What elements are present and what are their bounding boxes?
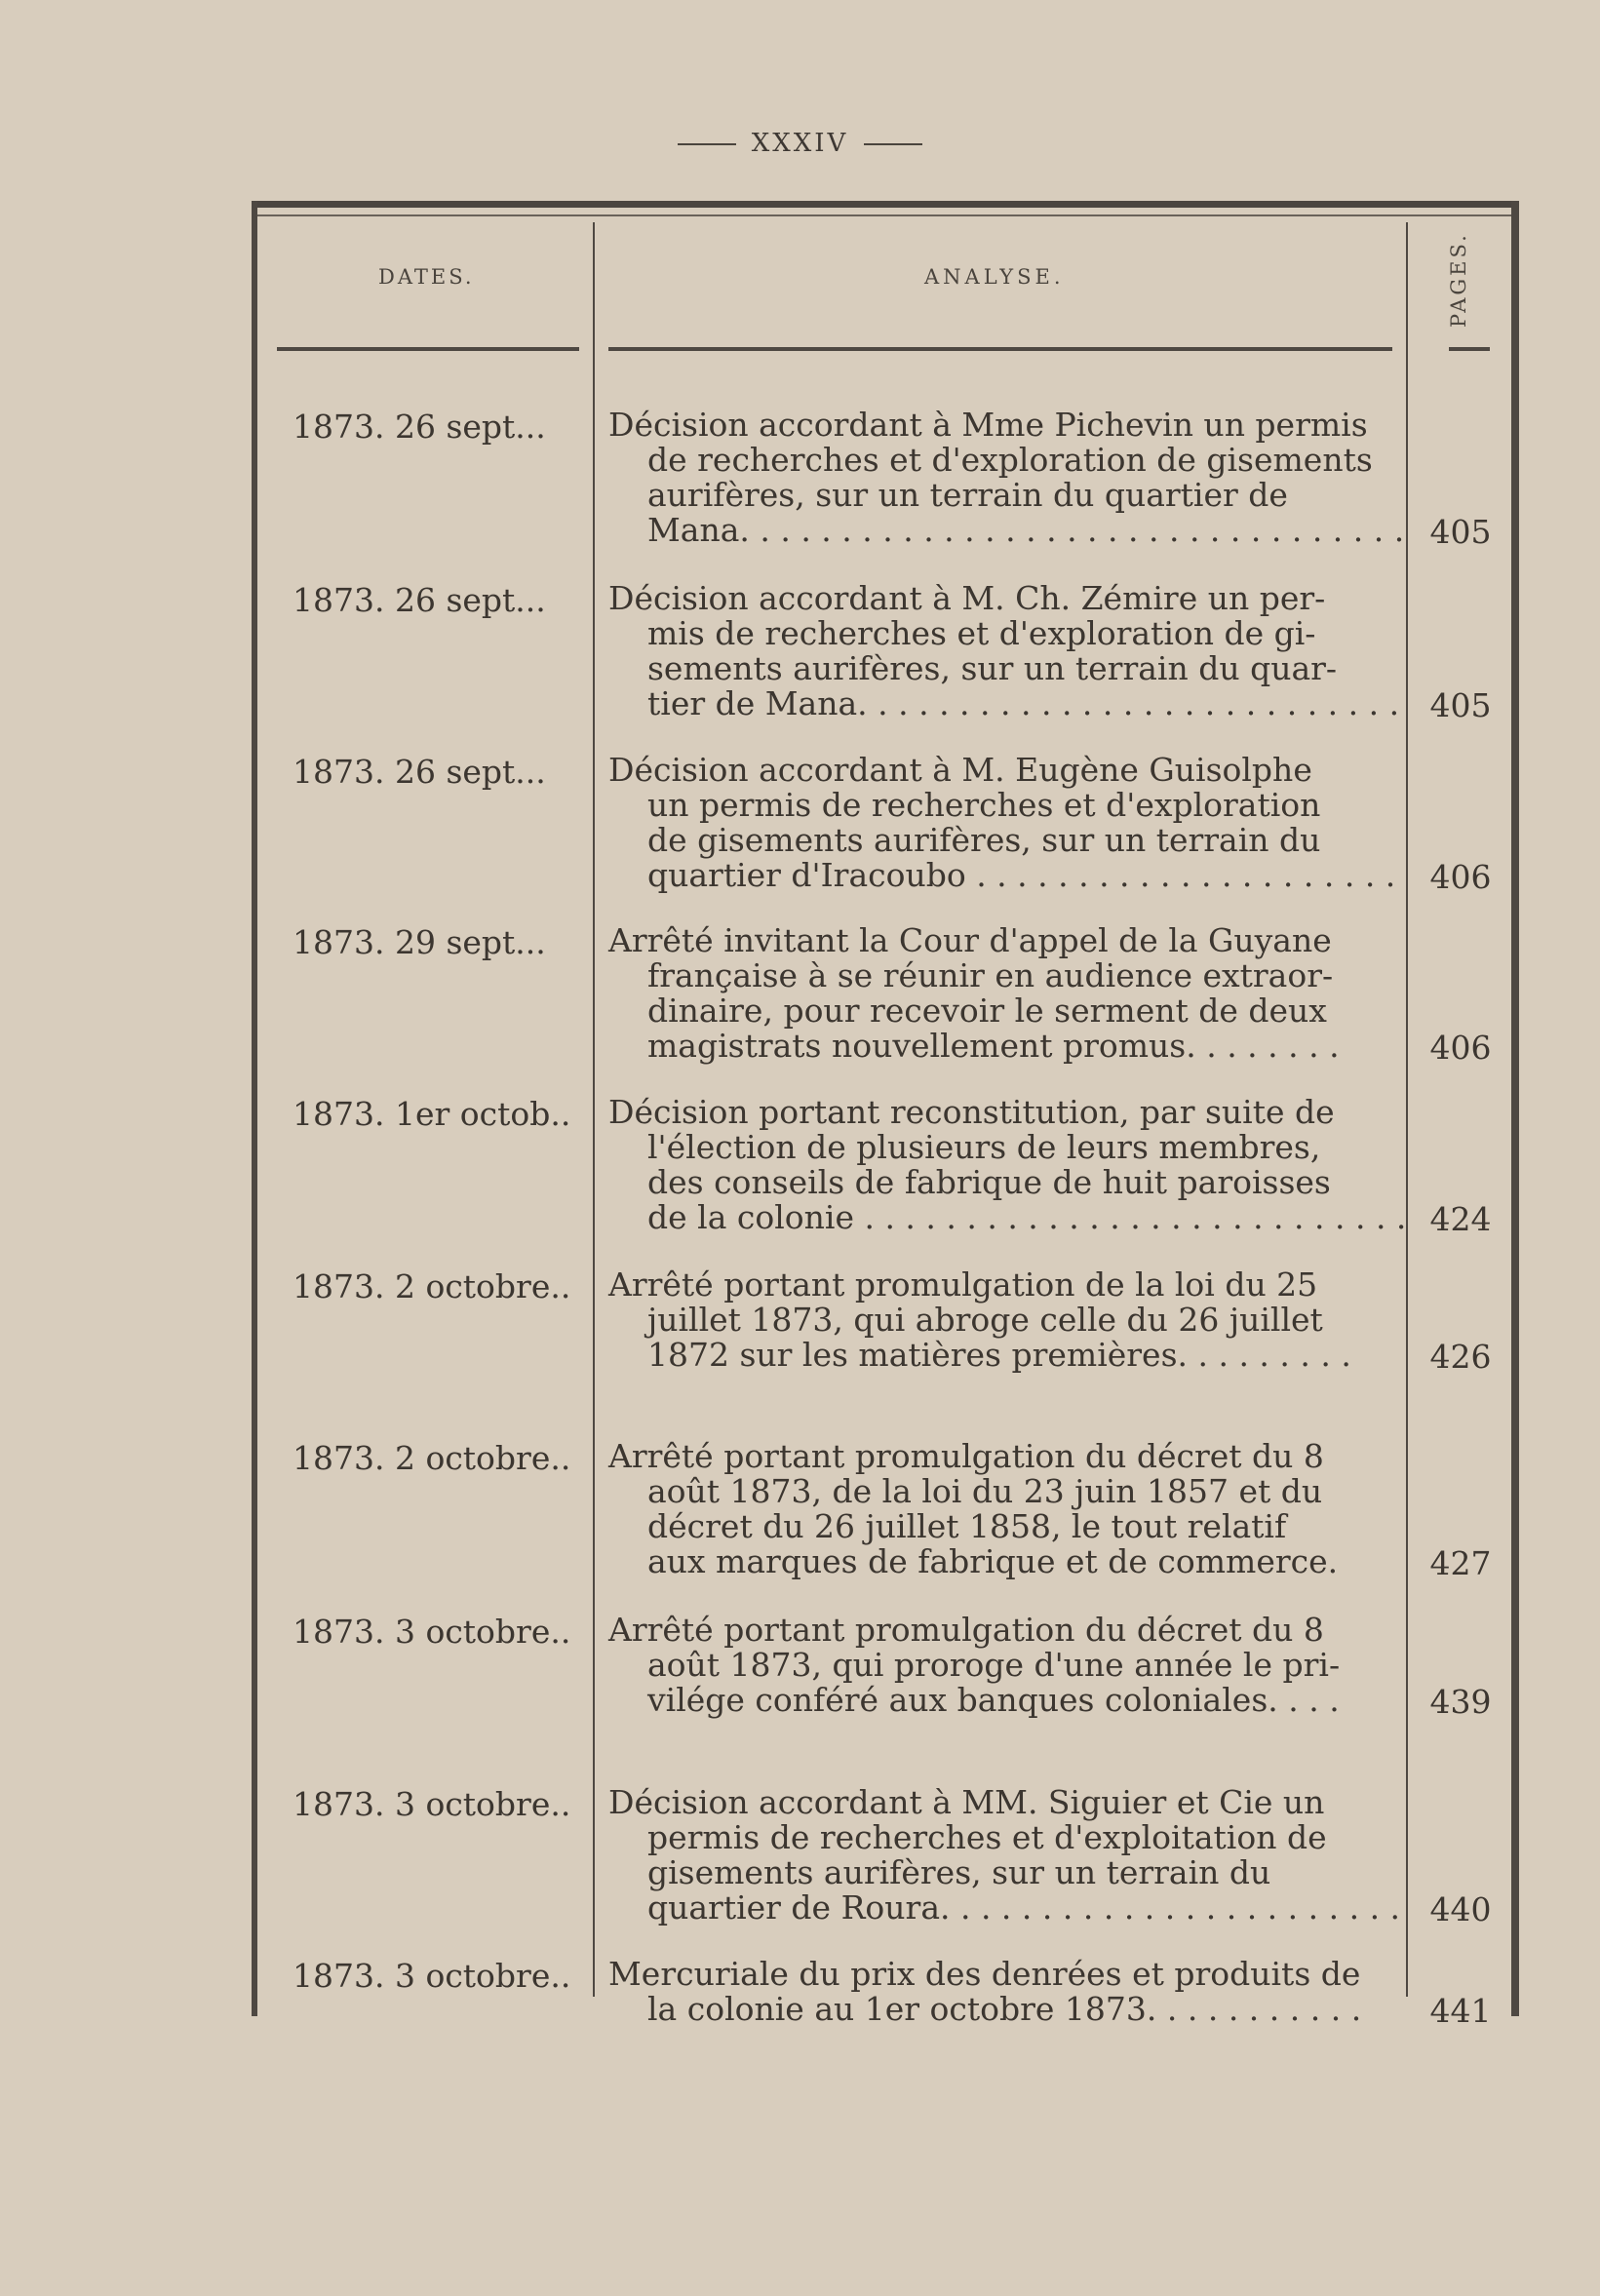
header-dash-right [864, 143, 922, 145]
entry-analysis-line: Décision portant reconstitution, par suite de [608, 1093, 1335, 1131]
entry-analysis [608, 1783, 1401, 1926]
entry-analysis-line: de recherches et d'exploration de gisements [647, 441, 1373, 479]
entry-page-number: 424 [1429, 1200, 1492, 1238]
entry-analysis-line: française à se réunir en audience extraor- [647, 956, 1334, 994]
entry-analysis [608, 1439, 1396, 1579]
header-dash-left [678, 143, 736, 145]
entry-page-number: 440 [1429, 1890, 1492, 1928]
column-separator-pages [1406, 222, 1408, 1997]
right-rule [1511, 201, 1519, 2016]
column-header-dates: DATES. [378, 265, 475, 289]
column-header-analyse: ANALYSE. [924, 265, 1065, 289]
entry-analysis-line: Arrêté portant promulgation du décret du 8 [608, 1611, 1324, 1649]
entry-date: 1873. 3 octobre.. [293, 1785, 571, 1823]
entry-date: 1873. 2 octobre.. [293, 1439, 571, 1477]
entry-analysis-line: aurifères, sur un terrain du quartier de [647, 476, 1288, 514]
entry-analysis-line: Arrêté portant promulgation du décret du 8 [608, 1437, 1324, 1475]
entry-page-number: 426 [1429, 1338, 1492, 1376]
entry-analysis-line: Décision accordant à Mme Pichevin un permis [608, 406, 1368, 444]
entry-analysis-line: gisements aurifères, sur un terrain du [647, 1853, 1271, 1891]
entry-page-number: 441 [1429, 1992, 1492, 2030]
entry-page-number: 405 [1429, 686, 1492, 724]
entry-analysis-line: quartier de Roura. . . . . . . . . . . . . . . . . . . . . . . [647, 1888, 1401, 1926]
entry-analysis-line: de la colonie . . . . . . . . . . . . . . . . . . . . . . . . . . . [647, 1198, 1407, 1236]
entry-analysis-line: un permis de recherches et d'exploration [647, 786, 1321, 824]
entry-analysis [608, 406, 1405, 549]
column-separator-dates [593, 222, 595, 1997]
entry-analysis [608, 1957, 1396, 2027]
entry-analysis-line: dinaire, pour recevoir le serment de deux [647, 992, 1327, 1030]
entry-analysis [608, 923, 1396, 1064]
entry-page-number: 406 [1429, 1029, 1492, 1067]
entry-analysis-line: Décision accordant à M. Ch. Zémire un per- [608, 579, 1326, 617]
left-rule [252, 201, 257, 2016]
table-frame [252, 201, 1519, 2030]
entry-analysis-line: août 1873, de la loi du 23 juin 1857 et du [647, 1472, 1323, 1510]
header-underline-analyse [608, 347, 1392, 351]
entry-analysis-line: des conseils de fabrique de huit paroisses [647, 1163, 1331, 1201]
entry-analysis-line: juillet 1873, qui abroge celle du 26 juillet [647, 1301, 1323, 1339]
entry-analysis-line: août 1873, qui proroge d'une année le pri- [647, 1646, 1341, 1684]
top-rule-thin [252, 214, 1519, 216]
entry-page-number: 439 [1429, 1683, 1492, 1721]
entry-analysis-line: Décision accordant à MM. Siguier et Cie un [608, 1783, 1325, 1821]
entry-page-number: 405 [1429, 513, 1492, 551]
entry-analysis-line: la colonie au 1er octobre 1873. . . . . . . . . . . [647, 1990, 1362, 2028]
column-header-pages: PAGES. [1447, 232, 1470, 328]
entry-analysis-line: Arrêté invitant la Cour d'appel de la Guyane [608, 921, 1332, 959]
entry-analysis-line: permis de recherches et d'exploitation de [647, 1818, 1327, 1856]
entry-analysis [608, 579, 1400, 722]
entry-analysis [608, 1093, 1407, 1236]
entry-date: 1873. 3 octobre.. [293, 1957, 571, 1995]
entry-date: 1873. 26 sept... [293, 408, 546, 446]
entry-analysis-line: Mana. . . . . . . . . . . . . . . . . . . . . . . . . . . . . . . . . [647, 511, 1405, 549]
entry-analysis-line: tier de Mana. . . . . . . . . . . . . . . . . . . . . . . . . . . [647, 684, 1400, 722]
entry-analysis [608, 753, 1396, 893]
entry-date: 1873. 1er octob.. [293, 1095, 571, 1133]
page-number-roman: XXXIV [751, 129, 849, 158]
entry-analysis [608, 1267, 1396, 1373]
page-header [0, 129, 1600, 158]
entry-analysis-line: Mercuriale du prix des denrées et produits de [608, 1955, 1361, 1993]
entry-date: 1873. 2 octobre.. [293, 1267, 571, 1305]
header-underline-pages [1449, 347, 1490, 351]
entry-analysis-line: Arrêté portant promulgation de la loi du 25 [608, 1265, 1318, 1304]
entry-analysis-line: quartier d'Iracoubo . . . . . . . . . . . . . . . . . . . . . [647, 856, 1396, 894]
entry-date: 1873. 26 sept... [293, 753, 546, 791]
entry-analysis-line: sements aurifères, sur un terrain du quar- [647, 649, 1338, 687]
entry-date: 1873. 29 sept... [293, 923, 546, 961]
entry-analysis-line: de gisements aurifères, sur un terrain du [647, 821, 1321, 859]
entry-analysis-line: magistrats nouvellement promus. . . . . . . . [647, 1027, 1340, 1065]
entry-analysis-line: mis de recherches et d'exploration de gi- [647, 614, 1316, 652]
entry-analysis-line: vilége conféré aux banques coloniales. . . . [647, 1681, 1340, 1719]
entry-analysis [608, 1613, 1396, 1718]
entry-page-number: 406 [1429, 858, 1492, 896]
entry-page-number: 427 [1429, 1544, 1492, 1582]
entry-analysis-line: Décision accordant à M. Eugène Guisolphe [608, 751, 1312, 789]
entry-analysis-line: 1872 sur les matières premières. . . . . . . . . [647, 1336, 1351, 1374]
entry-date: 1873. 3 octobre.. [293, 1613, 571, 1651]
entry-analysis-line: aux marques de fabrique et de commerce. [647, 1542, 1339, 1580]
top-rule [252, 201, 1519, 208]
entry-analysis-line: l'élection de plusieurs de leurs membres, [647, 1128, 1321, 1166]
entry-date: 1873. 26 sept... [293, 581, 546, 619]
header-underline-dates [277, 347, 579, 351]
entry-analysis-line: décret du 26 juillet 1858, le tout relatif [647, 1507, 1287, 1545]
